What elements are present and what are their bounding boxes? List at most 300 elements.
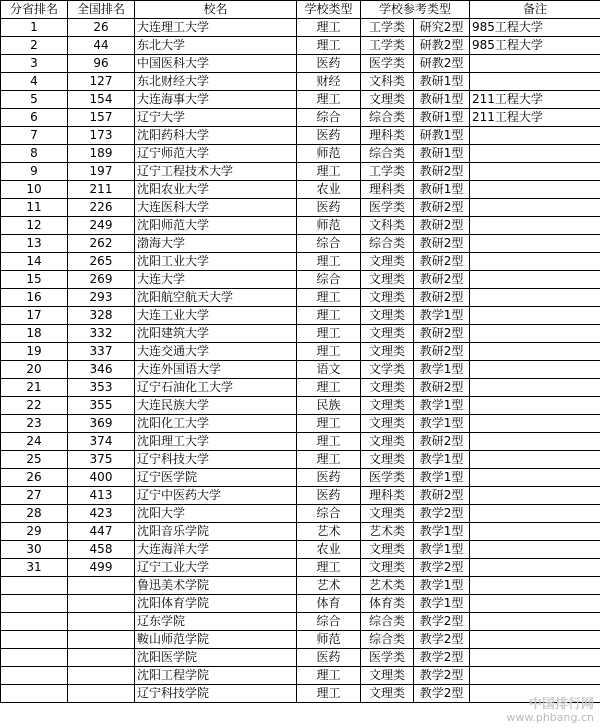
cell-national-rank: 369 [68, 415, 135, 433]
header-note: 备注 [470, 1, 600, 19]
cell-school-name: 辽宁工程技术大学 [135, 163, 297, 181]
cell-reference-level: 研教2型 [414, 55, 470, 73]
table-row [1, 37, 600, 55]
table-row [1, 631, 600, 649]
cell-reference-level: 教研2型 [414, 271, 470, 289]
cell-national-rank: 328 [68, 307, 135, 325]
cell-national-rank: 189 [68, 145, 135, 163]
cell-school-name: 辽宁科技学院 [135, 685, 297, 703]
cell-reference-category: 综合类 [361, 145, 414, 163]
cell-school-type: 理工 [297, 307, 361, 325]
cell-province-rank: 6 [1, 109, 68, 127]
header-national-rank: 全国排名 [68, 1, 135, 19]
cell-province-rank: 21 [1, 379, 68, 397]
cell-reference-category: 艺术类 [361, 577, 414, 595]
table-row [1, 271, 600, 289]
cell-note [470, 505, 600, 523]
cell-reference-level: 教研2型 [414, 289, 470, 307]
cell-national-rank: 447 [68, 523, 135, 541]
cell-note [470, 271, 600, 289]
cell-national-rank: 413 [68, 487, 135, 505]
cell-note: 985工程大学 [470, 37, 600, 55]
table-row [1, 73, 600, 91]
cell-province-rank: 5 [1, 91, 68, 109]
cell-national-rank [68, 577, 135, 595]
cell-reference-level: 教研2型 [414, 343, 470, 361]
cell-school-type: 医药 [297, 469, 361, 487]
cell-note: 211工程大学 [470, 91, 600, 109]
cell-school-name: 沈阳工业大学 [135, 253, 297, 271]
cell-reference-level: 教研2型 [414, 217, 470, 235]
cell-note [470, 595, 600, 613]
cell-national-rank: 346 [68, 361, 135, 379]
cell-province-rank: 25 [1, 451, 68, 469]
cell-reference-category: 文理类 [361, 559, 414, 577]
cell-school-type: 综合 [297, 505, 361, 523]
cell-school-name: 沈阳建筑大学 [135, 325, 297, 343]
table-row [1, 199, 600, 217]
cell-school-type: 理工 [297, 685, 361, 703]
cell-national-rank: 458 [68, 541, 135, 559]
cell-national-rank: 26 [68, 19, 135, 37]
cell-note [470, 145, 600, 163]
cell-reference-category: 文理类 [361, 325, 414, 343]
cell-school-type: 体育 [297, 595, 361, 613]
cell-school-name: 沈阳药科大学 [135, 127, 297, 145]
cell-national-rank: 332 [68, 325, 135, 343]
cell-national-rank: 262 [68, 235, 135, 253]
cell-reference-level: 教学2型 [414, 613, 470, 631]
cell-reference-level: 教研2型 [414, 253, 470, 271]
cell-province-rank [1, 685, 68, 703]
table-row [1, 523, 600, 541]
cell-reference-level: 研究2型 [414, 19, 470, 37]
cell-province-rank: 17 [1, 307, 68, 325]
cell-school-type: 医药 [297, 199, 361, 217]
cell-note [470, 613, 600, 631]
cell-reference-level: 教研1型 [414, 91, 470, 109]
cell-national-rank: 154 [68, 91, 135, 109]
cell-note [470, 253, 600, 271]
cell-school-type: 理工 [297, 19, 361, 37]
cell-school-type: 理工 [297, 253, 361, 271]
cell-province-rank: 26 [1, 469, 68, 487]
cell-national-rank: 211 [68, 181, 135, 199]
cell-school-name: 大连理工大学 [135, 19, 297, 37]
cell-school-type: 医药 [297, 487, 361, 505]
cell-school-name: 鲁迅美术学院 [135, 577, 297, 595]
cell-school-name: 大连海事大学 [135, 91, 297, 109]
cell-school-type: 医药 [297, 55, 361, 73]
cell-note [470, 397, 600, 415]
cell-province-rank: 23 [1, 415, 68, 433]
table-row [1, 487, 600, 505]
cell-school-type: 理工 [297, 289, 361, 307]
cell-school-type: 理工 [297, 433, 361, 451]
cell-note [470, 433, 600, 451]
cell-national-rank: 265 [68, 253, 135, 271]
cell-note [470, 685, 600, 703]
cell-reference-category: 医学类 [361, 469, 414, 487]
table-row [1, 19, 600, 37]
cell-national-rank [68, 667, 135, 685]
cell-reference-level: 教研1型 [414, 145, 470, 163]
cell-reference-level: 教学2型 [414, 685, 470, 703]
cell-reference-level: 教研1型 [414, 181, 470, 199]
cell-reference-category: 理科类 [361, 487, 414, 505]
cell-reference-category: 理科类 [361, 127, 414, 145]
cell-school-name: 辽宁科技大学 [135, 451, 297, 469]
table-row [1, 235, 600, 253]
cell-school-type: 理工 [297, 325, 361, 343]
cell-reference-level: 教研2型 [414, 235, 470, 253]
cell-school-type: 理工 [297, 37, 361, 55]
cell-reference-category: 理科类 [361, 181, 414, 199]
cell-province-rank: 28 [1, 505, 68, 523]
cell-province-rank [1, 667, 68, 685]
cell-province-rank: 27 [1, 487, 68, 505]
cell-province-rank: 16 [1, 289, 68, 307]
cell-school-type: 医药 [297, 649, 361, 667]
cell-school-name: 中国医科大学 [135, 55, 297, 73]
cell-school-type: 语文 [297, 361, 361, 379]
cell-province-rank [1, 577, 68, 595]
cell-note [470, 559, 600, 577]
cell-reference-category: 体育类 [361, 595, 414, 613]
cell-national-rank: 375 [68, 451, 135, 469]
cell-school-type: 综合 [297, 613, 361, 631]
table-row [1, 415, 600, 433]
cell-reference-level: 教学1型 [414, 361, 470, 379]
cell-school-name: 大连外国语大学 [135, 361, 297, 379]
table-row [1, 667, 600, 685]
cell-reference-category: 综合类 [361, 631, 414, 649]
cell-note [470, 577, 600, 595]
cell-reference-category: 文理类 [361, 667, 414, 685]
cell-school-name: 辽宁中医药大学 [135, 487, 297, 505]
table-row [1, 361, 600, 379]
cell-reference-category: 艺术类 [361, 523, 414, 541]
table-row [1, 595, 600, 613]
cell-note [470, 307, 600, 325]
cell-province-rank: 9 [1, 163, 68, 181]
cell-reference-category: 文理类 [361, 505, 414, 523]
cell-note: 211工程大学 [470, 109, 600, 127]
cell-reference-category: 医学类 [361, 55, 414, 73]
cell-province-rank [1, 631, 68, 649]
cell-reference-level: 教学1型 [414, 595, 470, 613]
cell-province-rank: 12 [1, 217, 68, 235]
table-row [1, 379, 600, 397]
cell-note [470, 667, 600, 685]
cell-reference-level: 教学1型 [414, 451, 470, 469]
header-province-rank: 分省排名 [1, 1, 68, 19]
cell-school-name: 沈阳大学 [135, 505, 297, 523]
table-row [1, 559, 600, 577]
cell-school-name: 辽宁工业大学 [135, 559, 297, 577]
cell-school-name: 辽宁师范大学 [135, 145, 297, 163]
cell-note [470, 649, 600, 667]
cell-school-name: 大连医科大学 [135, 199, 297, 217]
cell-province-rank: 4 [1, 73, 68, 91]
cell-note [470, 163, 600, 181]
cell-school-name: 鞍山师范学院 [135, 631, 297, 649]
cell-province-rank: 13 [1, 235, 68, 253]
cell-school-type: 医药 [297, 127, 361, 145]
cell-note [470, 73, 600, 91]
cell-note [470, 361, 600, 379]
cell-school-name: 沈阳理工大学 [135, 433, 297, 451]
cell-national-rank [68, 631, 135, 649]
cell-school-type: 理工 [297, 163, 361, 181]
cell-note [470, 217, 600, 235]
cell-national-rank: 353 [68, 379, 135, 397]
table-row [1, 397, 600, 415]
cell-national-rank: 423 [68, 505, 135, 523]
cell-school-name: 沈阳化工大学 [135, 415, 297, 433]
cell-school-type: 师范 [297, 631, 361, 649]
cell-school-name: 大连海洋大学 [135, 541, 297, 559]
cell-province-rank: 24 [1, 433, 68, 451]
cell-national-rank [68, 595, 135, 613]
table-row [1, 343, 600, 361]
cell-province-rank [1, 613, 68, 631]
cell-school-type: 理工 [297, 91, 361, 109]
cell-school-type: 综合 [297, 109, 361, 127]
table-row [1, 181, 600, 199]
cell-note [470, 127, 600, 145]
cell-reference-category: 综合类 [361, 235, 414, 253]
watermark-site-name: 中国排行网 [528, 697, 594, 712]
cell-note [470, 523, 600, 541]
cell-school-type: 理工 [297, 559, 361, 577]
cell-province-rank: 19 [1, 343, 68, 361]
cell-note [470, 415, 600, 433]
cell-school-name: 东北财经大学 [135, 73, 297, 91]
cell-reference-category: 文理类 [361, 271, 414, 289]
cell-national-rank: 157 [68, 109, 135, 127]
cell-province-rank: 10 [1, 181, 68, 199]
cell-note [470, 487, 600, 505]
cell-reference-level: 教学1型 [414, 307, 470, 325]
cell-school-name: 辽宁石油化工大学 [135, 379, 297, 397]
cell-school-name: 沈阳工程学院 [135, 667, 297, 685]
cell-province-rank: 2 [1, 37, 68, 55]
cell-reference-level: 教学2型 [414, 505, 470, 523]
cell-note [470, 325, 600, 343]
cell-note [470, 451, 600, 469]
cell-national-rank: 127 [68, 73, 135, 91]
cell-reference-level: 教学2型 [414, 667, 470, 685]
watermark-url: www.phbang.cn [506, 711, 594, 724]
cell-note [470, 343, 600, 361]
cell-reference-category: 文理类 [361, 289, 414, 307]
cell-national-rank: 269 [68, 271, 135, 289]
cell-province-rank: 29 [1, 523, 68, 541]
cell-national-rank: 337 [68, 343, 135, 361]
cell-province-rank: 3 [1, 55, 68, 73]
cell-national-rank [68, 649, 135, 667]
header-row [1, 1, 600, 19]
table-row [1, 577, 600, 595]
cell-national-rank: 374 [68, 433, 135, 451]
cell-reference-category: 工学类 [361, 37, 414, 55]
cell-reference-level: 教学1型 [414, 541, 470, 559]
table-row [1, 307, 600, 325]
cell-national-rank: 400 [68, 469, 135, 487]
cell-school-name: 大连交通大学 [135, 343, 297, 361]
cell-reference-level: 研教2型 [414, 37, 470, 55]
cell-reference-level: 教研2型 [414, 487, 470, 505]
table-row [1, 109, 600, 127]
cell-note [470, 181, 600, 199]
cell-reference-level: 教学1型 [414, 469, 470, 487]
cell-reference-level: 教研1型 [414, 109, 470, 127]
cell-note [470, 289, 600, 307]
cell-school-type: 农业 [297, 181, 361, 199]
cell-school-type: 师范 [297, 217, 361, 235]
cell-national-rank: 96 [68, 55, 135, 73]
cell-reference-category: 文科类 [361, 73, 414, 91]
cell-note [470, 631, 600, 649]
cell-reference-level: 教学2型 [414, 649, 470, 667]
cell-reference-category: 文理类 [361, 685, 414, 703]
cell-school-name: 大连民族大学 [135, 397, 297, 415]
table-row [1, 685, 600, 703]
cell-province-rank: 14 [1, 253, 68, 271]
cell-school-name: 大连工业大学 [135, 307, 297, 325]
cell-school-type: 艺术 [297, 523, 361, 541]
table-row [1, 163, 600, 181]
cell-school-type: 师范 [297, 145, 361, 163]
cell-province-rank [1, 595, 68, 613]
cell-school-type: 民族 [297, 397, 361, 415]
cell-school-type: 理工 [297, 451, 361, 469]
cell-school-type: 艺术 [297, 577, 361, 595]
cell-note [470, 55, 600, 73]
cell-reference-level: 教研2型 [414, 325, 470, 343]
cell-school-type: 理工 [297, 343, 361, 361]
cell-note [470, 469, 600, 487]
cell-reference-category: 文理类 [361, 343, 414, 361]
cell-reference-level: 教学2型 [414, 559, 470, 577]
cell-province-rank: 22 [1, 397, 68, 415]
table-row [1, 91, 600, 109]
header-reference-type: 学校参考类型 [361, 1, 470, 19]
cell-school-type: 理工 [297, 415, 361, 433]
cell-reference-level: 教学1型 [414, 577, 470, 595]
table-row [1, 55, 600, 73]
cell-reference-category: 医学类 [361, 199, 414, 217]
table-row [1, 325, 600, 343]
cell-national-rank: 197 [68, 163, 135, 181]
cell-note: 985工程大学 [470, 19, 600, 37]
cell-national-rank [68, 685, 135, 703]
table-row [1, 469, 600, 487]
table-row [1, 451, 600, 469]
cell-school-type: 农业 [297, 541, 361, 559]
header-school-name: 校名 [135, 1, 297, 19]
table-row [1, 505, 600, 523]
cell-note [470, 541, 600, 559]
cell-reference-level: 教研2型 [414, 433, 470, 451]
cell-reference-level: 研教1型 [414, 127, 470, 145]
cell-school-name: 辽宁大学 [135, 109, 297, 127]
cell-national-rank: 249 [68, 217, 135, 235]
cell-province-rank: 15 [1, 271, 68, 289]
cell-reference-category: 工学类 [361, 163, 414, 181]
cell-province-rank: 31 [1, 559, 68, 577]
cell-reference-level: 教学1型 [414, 523, 470, 541]
cell-note [470, 235, 600, 253]
table-row [1, 127, 600, 145]
cell-school-name: 沈阳师范大学 [135, 217, 297, 235]
table-row [1, 145, 600, 163]
cell-reference-level: 教研1型 [414, 73, 470, 91]
cell-school-name: 沈阳医学院 [135, 649, 297, 667]
cell-national-rank: 226 [68, 199, 135, 217]
cell-reference-level: 教学2型 [414, 631, 470, 649]
cell-province-rank: 8 [1, 145, 68, 163]
cell-province-rank: 18 [1, 325, 68, 343]
cell-school-name: 大连大学 [135, 271, 297, 289]
cell-national-rank: 293 [68, 289, 135, 307]
cell-reference-category: 文理类 [361, 415, 414, 433]
cell-school-type: 综合 [297, 271, 361, 289]
cell-school-name: 沈阳体育学院 [135, 595, 297, 613]
cell-reference-level: 教研2型 [414, 199, 470, 217]
cell-school-name: 渤海大学 [135, 235, 297, 253]
cell-province-rank: 30 [1, 541, 68, 559]
cell-school-type: 财经 [297, 73, 361, 91]
cell-school-name: 沈阳航空航天大学 [135, 289, 297, 307]
cell-reference-level: 教学1型 [414, 397, 470, 415]
cell-school-type: 理工 [297, 379, 361, 397]
cell-reference-category: 文科类 [361, 217, 414, 235]
cell-reference-category: 工学类 [361, 19, 414, 37]
cell-province-rank: 11 [1, 199, 68, 217]
table-row [1, 217, 600, 235]
cell-province-rank: 20 [1, 361, 68, 379]
cell-reference-category: 文理类 [361, 433, 414, 451]
cell-national-rank: 499 [68, 559, 135, 577]
cell-national-rank: 355 [68, 397, 135, 415]
header-school-type: 学校类型 [297, 1, 361, 19]
cell-reference-category: 文理类 [361, 379, 414, 397]
cell-reference-category: 文理类 [361, 253, 414, 271]
cell-reference-category: 文理类 [361, 397, 414, 415]
cell-school-name: 辽东学院 [135, 613, 297, 631]
cell-reference-category: 文学类 [361, 361, 414, 379]
cell-school-type: 理工 [297, 667, 361, 685]
cell-national-rank: 173 [68, 127, 135, 145]
cell-province-rank: 7 [1, 127, 68, 145]
cell-reference-category: 文理类 [361, 91, 414, 109]
table-row [1, 649, 600, 667]
cell-school-name: 东北大学 [135, 37, 297, 55]
table-row [1, 541, 600, 559]
cell-reference-level: 教学1型 [414, 415, 470, 433]
table-row [1, 433, 600, 451]
table-row [1, 613, 600, 631]
cell-reference-category: 文理类 [361, 307, 414, 325]
cell-national-rank: 44 [68, 37, 135, 55]
cell-note [470, 199, 600, 217]
cell-school-name: 沈阳农业大学 [135, 181, 297, 199]
cell-school-type: 综合 [297, 235, 361, 253]
cell-reference-level: 教研2型 [414, 379, 470, 397]
cell-reference-category: 医学类 [361, 649, 414, 667]
